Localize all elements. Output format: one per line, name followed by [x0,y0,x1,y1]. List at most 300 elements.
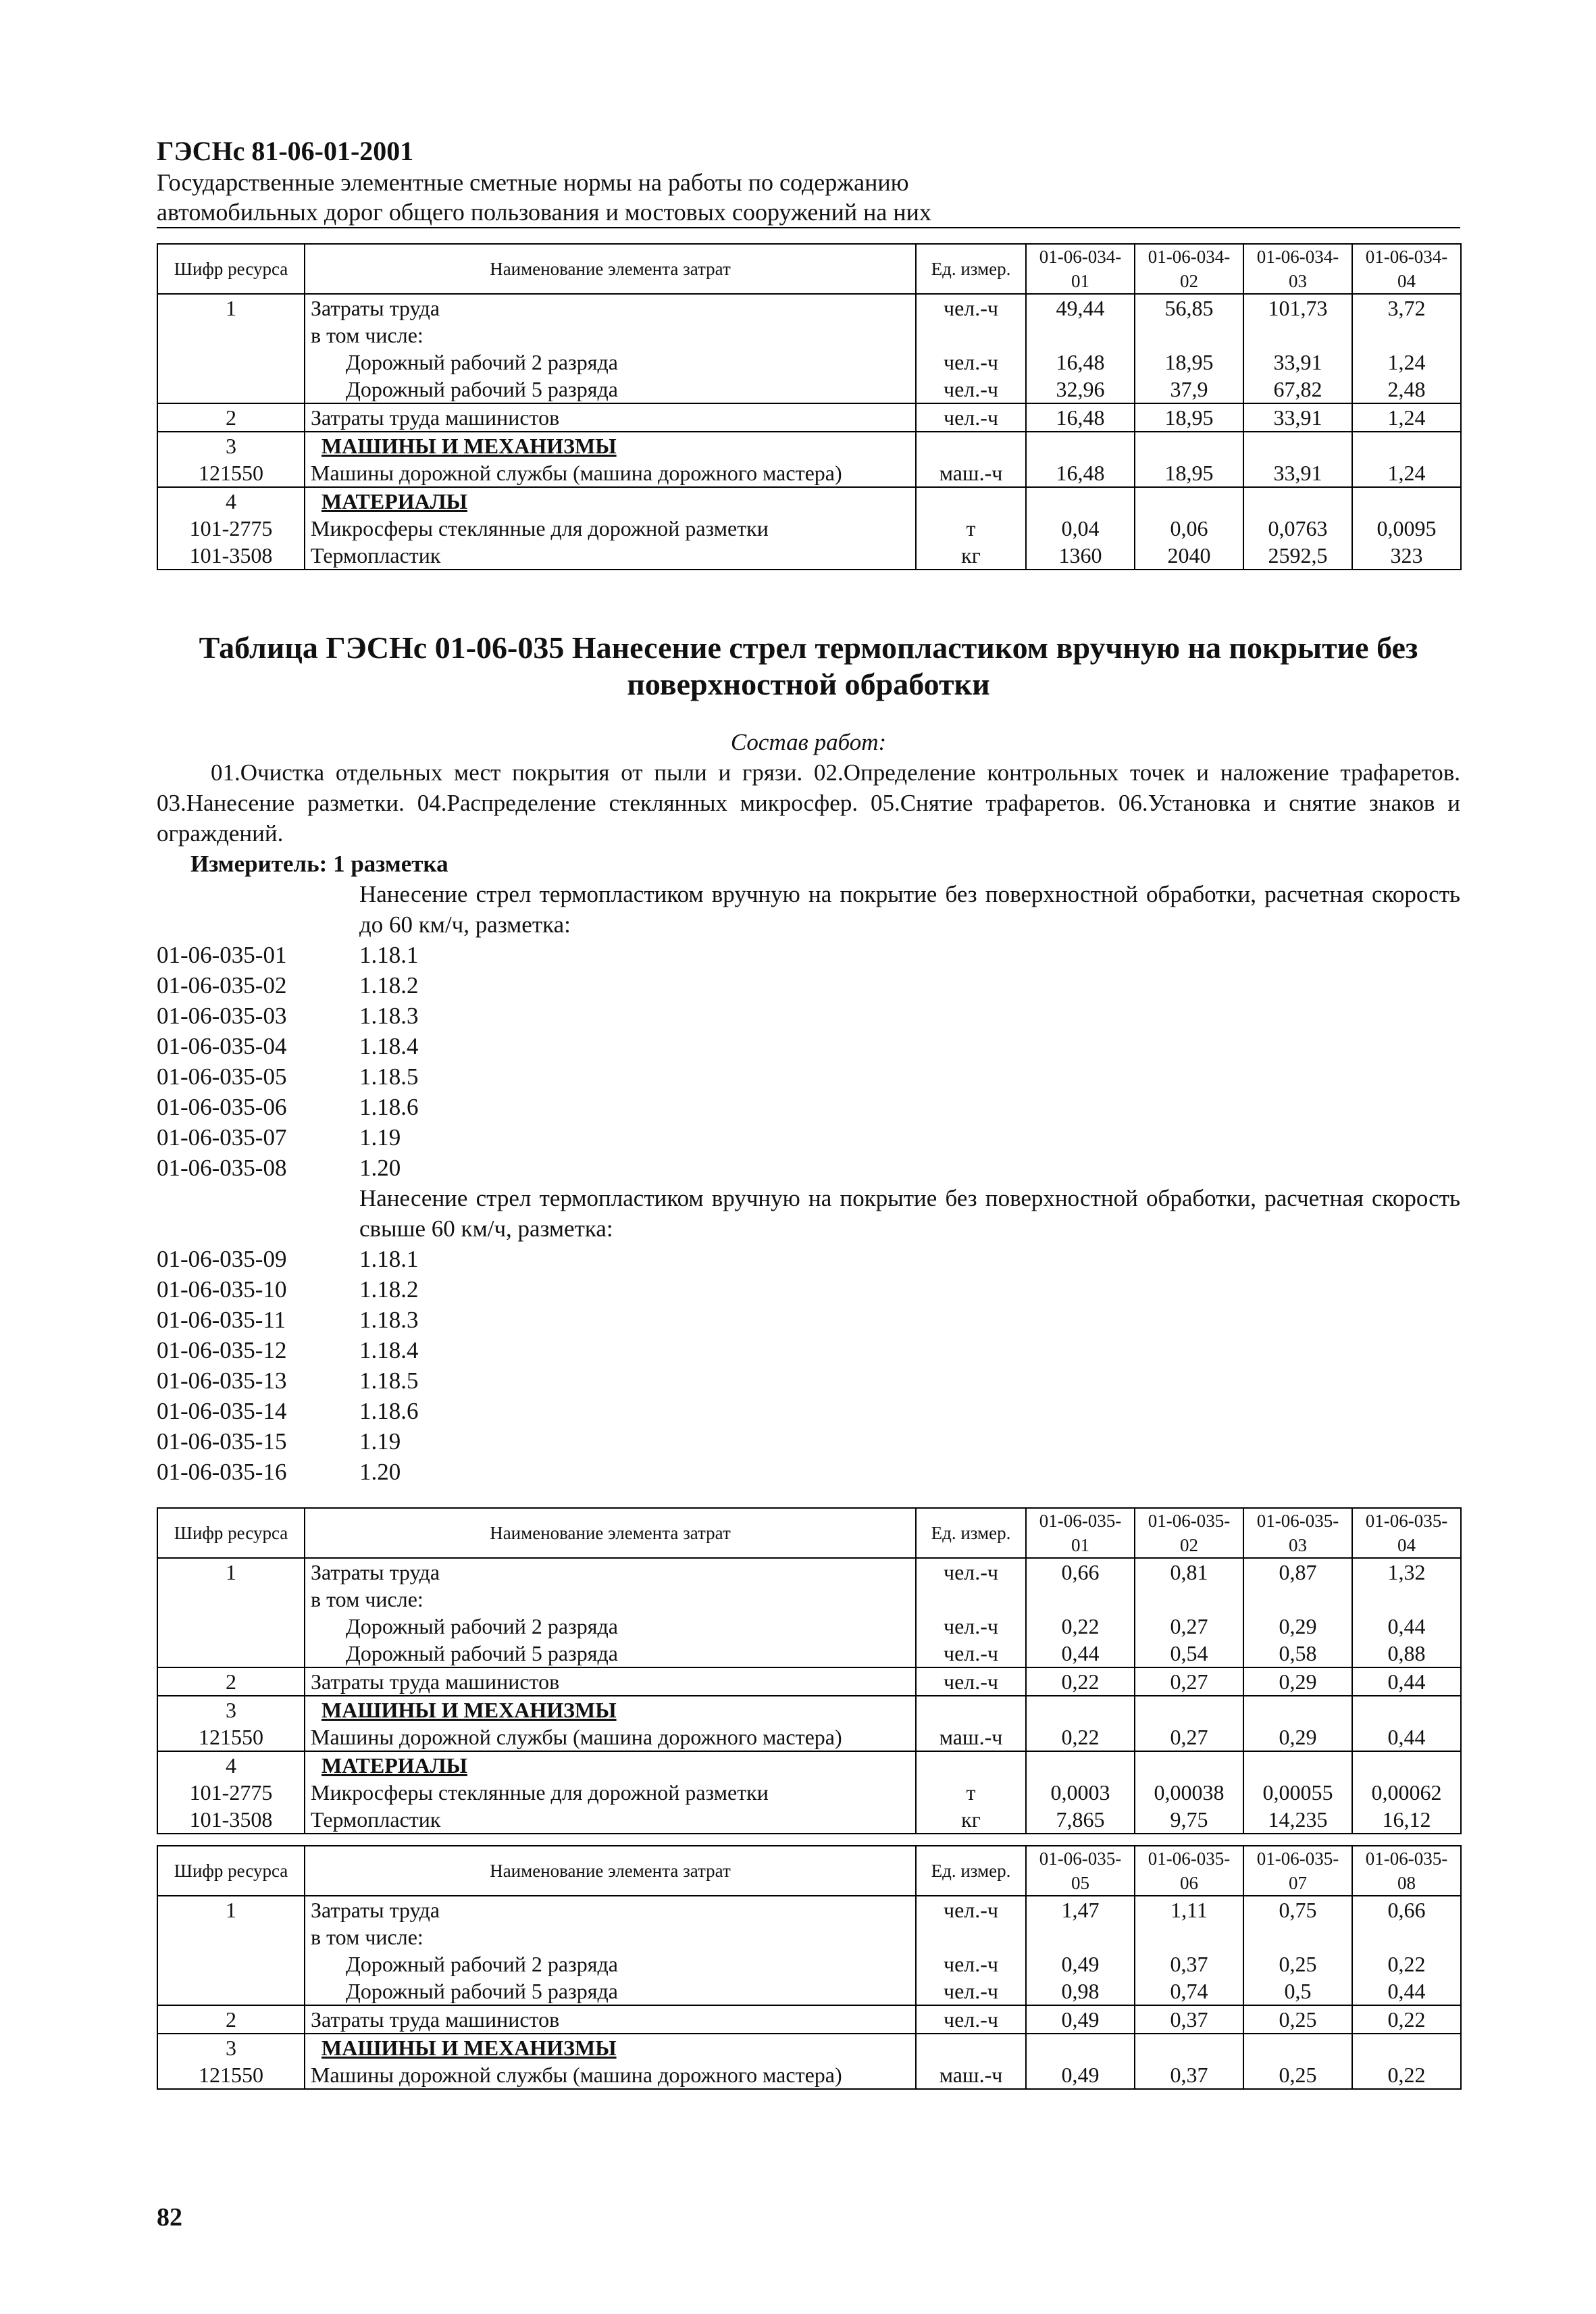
header-norm-code: 01-06-035-04 [1352,1508,1461,1558]
marking-number: 1.18.4 [359,1033,419,1059]
work-composition-text: 01.Очистка отдельных мест покрытия от пыли и грязи. 02.Определение контрольных точек и наложение трафаретов. 03.Нанесение разметки. 04.Распределение стеклянных микросфер. 05.Снятие трафаретов. 06.Установка и снятие знаков и ограждений. [157,759,1460,847]
cell-code: 101-2775 [157,515,305,542]
cell-value [1026,1586,1135,1613]
cell-value: 67,82 [1243,376,1352,403]
header-unit: Ед. измер. [916,1846,1026,1896]
cell-unit: кг [916,1806,1026,1834]
cell-code: 2 [157,403,305,432]
table-header-row [157,1508,1461,1558]
cell-name: в том числе: [305,1586,916,1613]
cell-value [1243,487,1352,515]
cell-value [1352,1696,1461,1724]
cell-value [1243,1586,1352,1613]
work-composition-title: Состав работ: [730,729,887,755]
header-norm-code: 01-06-035-05 [1026,1846,1135,1896]
table-row [157,376,1461,403]
table-row [157,1751,1461,1779]
header-norm-code: 01-06-035-06 [1135,1846,1243,1896]
cell-name: Термопластик [305,542,916,570]
header-cipher: Шифр ресурса [157,1846,305,1896]
cell-value: 101,73 [1243,294,1352,322]
cell-value [1135,2034,1243,2061]
cell-unit: чел.-ч [916,349,1026,376]
cell-name: Микросферы стеклянные для дорожной разметки [305,515,916,542]
cell-value [1026,322,1135,349]
marking-number: 1.18.1 [359,942,419,968]
cell-unit: маш.-ч [916,1724,1026,1751]
table-row [157,1978,1461,2005]
table-row [157,1806,1461,1834]
cell-value: 2592,5 [1243,542,1352,570]
table-row [157,322,1461,349]
cell-name: Затраты труда машинистов [305,403,916,432]
cell-unit: чел.-ч [916,1978,1026,2005]
cell-value: 0,66 [1352,1896,1461,1923]
cell-value: 0,04 [1026,515,1135,542]
cell-code: 121550 [157,1724,305,1751]
cell-name: Машины дорожной службы (машина дорожного мастера) [305,459,916,487]
code-list-item [157,1274,1460,1305]
cell-value: 33,91 [1243,459,1352,487]
header-cipher: Шифр ресурса [157,244,305,294]
cell-value: 0,37 [1135,2061,1243,2089]
code-list-item [157,970,1460,1001]
cell-value: 16,48 [1026,349,1135,376]
table-header-row [157,1846,1461,1896]
document-page [157,135,1460,2090]
cell-value: 2040 [1135,542,1243,570]
header-norm-code: 01-06-035-02 [1135,1508,1243,1558]
marking-number: 1.19 [359,1124,401,1151]
cell-value: 0,44 [1352,1978,1461,2005]
cell-value: 1,47 [1026,1896,1135,1923]
cell-value [1352,432,1461,459]
code-list-item [157,1122,1460,1153]
cell-value: 0,44 [1352,1613,1461,1640]
cell-name: Дорожный рабочий 2 разряда [305,1613,916,1640]
cell-value: 0,49 [1026,2005,1135,2034]
marking-number: 1.18.3 [359,1003,419,1029]
cell-name: Затраты труда [305,1896,916,1923]
group1-code-list [157,940,1460,1183]
table-row [157,1613,1461,1640]
cell-unit: чел.-ч [916,403,1026,432]
norm-code: 01-06-035-15 [157,1428,287,1455]
cell-value: 0,37 [1135,2005,1243,2034]
cell-name: Дорожный рабочий 5 разряда [305,1978,916,2005]
cell-value [1026,1751,1135,1779]
cell-value [1352,1923,1461,1951]
header-norm-code: 01-06-035-03 [1243,1508,1352,1558]
cell-value: 0,22 [1026,1724,1135,1751]
cell-name: МАТЕРИАЛЫ [305,487,916,515]
cell-code: 121550 [157,459,305,487]
code-list-item [157,1365,1460,1396]
header-norm-code: 01-06-034-04 [1352,244,1461,294]
norm-code: 01-06-035-08 [157,1155,287,1181]
measure-value: 1 разметка [333,851,448,877]
cell-name: Дорожный рабочий 2 разряда [305,1951,916,1978]
cell-value [1026,487,1135,515]
code-list-item [157,1305,1460,1335]
header-norm-code: 01-06-035-01 [1026,1508,1135,1558]
cell-code [157,1923,305,1951]
cell-value: 1,24 [1352,403,1461,432]
cell-unit: т [916,515,1026,542]
cell-code: 1 [157,294,305,322]
cell-code: 101-3508 [157,1806,305,1834]
table-row [157,1896,1461,1923]
cell-value: 16,12 [1352,1806,1461,1834]
cell-name: Микросферы стеклянные для дорожной разметки [305,1779,916,1806]
table-row [157,2034,1461,2061]
table-row [157,2005,1461,2034]
document-code: ГЭСНс 81-06-01-2001 [157,136,414,166]
marking-number: 1.18.2 [359,972,419,999]
cell-value: 0,00038 [1135,1779,1243,1806]
norm-code: 01-06-035-10 [157,1276,287,1303]
table-row [157,1724,1461,1751]
cell-unit [916,1923,1026,1951]
cell-value: 0,81 [1135,1558,1243,1586]
cell-value: 0,29 [1243,1724,1352,1751]
cell-code: 2 [157,2005,305,2034]
cell-value: 0,27 [1135,1667,1243,1696]
cell-unit: чел.-ч [916,1667,1026,1696]
cell-unit: чел.-ч [916,1558,1026,1586]
cell-unit [916,2034,1026,2061]
cell-value: 18,95 [1135,459,1243,487]
header-unit: Ед. измер. [916,244,1026,294]
cell-value [1135,487,1243,515]
cell-value: 0,22 [1026,1613,1135,1640]
cell-unit: чел.-ч [916,1896,1026,1923]
table-row [157,2061,1461,2089]
cell-code: 3 [157,2034,305,2061]
cell-value: 56,85 [1135,294,1243,322]
header-name: Наименование элемента затрат [305,1846,916,1896]
cell-name: Дорожный рабочий 2 разряда [305,349,916,376]
header-norm-code: 01-06-034-02 [1135,244,1243,294]
cell-name: в том числе: [305,322,916,349]
cell-value: 33,91 [1243,403,1352,432]
code-list-item [157,1061,1460,1092]
cell-value [1352,1586,1461,1613]
cell-value [1135,1586,1243,1613]
cell-name: Затраты труда [305,1558,916,1586]
code-list-item [157,1001,1460,1031]
cell-value [1243,1696,1352,1724]
table-row [157,1558,1461,1586]
cell-value [1243,322,1352,349]
code-list-item [157,940,1460,970]
norm-code: 01-06-035-01 [157,942,287,968]
cell-value [1135,432,1243,459]
cell-value: 0,54 [1135,1640,1243,1667]
cell-code [157,349,305,376]
cell-value [1243,2034,1352,2061]
cell-unit [916,432,1026,459]
cell-value: 1,32 [1352,1558,1461,1586]
marking-number: 1.20 [359,1155,401,1181]
marking-number: 1.20 [359,1459,401,1485]
cell-value: 0,88 [1352,1640,1461,1667]
resource-table-035-a [157,1507,1462,1834]
table-row [157,1779,1461,1806]
cell-name: Затраты труда машинистов [305,1667,916,1696]
cell-name: Термопластик [305,1806,916,1834]
document-subtitle-line2: автомобильных дорог общего пользования и мостовых сооружений на них [157,197,1460,228]
code-list-item [157,1396,1460,1426]
cell-value: 0,49 [1026,2061,1135,2089]
marking-number: 1.19 [359,1428,401,1455]
norm-code: 01-06-035-14 [157,1398,287,1424]
cell-value: 0,22 [1352,2005,1461,2034]
norm-code: 01-06-035-07 [157,1124,287,1151]
cell-code: 1 [157,1896,305,1923]
cell-value: 0,29 [1243,1667,1352,1696]
cell-value: 1,24 [1352,459,1461,487]
table-row [157,294,1461,322]
cell-value: 0,87 [1243,1558,1352,1586]
cell-code: 1 [157,1558,305,1586]
table-row [157,403,1461,432]
table-row [157,542,1461,570]
cell-value [1243,432,1352,459]
code-list-item [157,1031,1460,1061]
cell-unit [916,322,1026,349]
cell-name: Затраты труда [305,294,916,322]
cell-value: 37,9 [1135,376,1243,403]
cell-value: 49,44 [1026,294,1135,322]
norm-code: 01-06-035-16 [157,1459,287,1485]
cell-value [1135,1923,1243,1951]
cell-value: 0,00062 [1352,1779,1461,1806]
cell-name: МАТЕРИАЛЫ [305,1751,916,1779]
norm-code: 01-06-035-13 [157,1367,287,1394]
group1-description: Нанесение стрел термопластиком вручную на покрытие без поверхностной обработки, расчетная скорость до 60 км/ч, разметка: [359,881,1460,938]
cell-unit: маш.-ч [916,459,1026,487]
cell-code [157,1586,305,1613]
cell-value: 0,66 [1026,1558,1135,1586]
cell-value: 1360 [1026,542,1135,570]
cell-value: 1,11 [1135,1896,1243,1923]
cell-value: 0,22 [1352,1951,1461,1978]
cell-value [1243,1923,1352,1951]
cell-value: 0,25 [1243,2061,1352,2089]
table-row [157,1951,1461,1978]
cell-value: 9,75 [1135,1806,1243,1834]
norm-code: 01-06-035-04 [157,1033,287,1059]
marking-number: 1.18.5 [359,1063,419,1090]
table-header-row [157,244,1461,294]
header-name: Наименование элемента затрат [305,244,916,294]
cell-value [1243,1751,1352,1779]
cell-value: 0,22 [1352,2061,1461,2089]
cell-value: 0,37 [1135,1951,1243,1978]
cell-value: 2,48 [1352,376,1461,403]
header-unit: Ед. измер. [916,1508,1026,1558]
cell-unit: чел.-ч [916,1951,1026,1978]
cell-unit [916,1586,1026,1613]
cell-code [157,1978,305,2005]
cell-code [157,376,305,403]
cell-value: 0,25 [1243,2005,1352,2034]
measure-line [157,849,1460,879]
norm-code: 01-06-035-03 [157,1003,287,1029]
cell-unit: чел.-ч [916,2005,1026,2034]
cell-value: 32,96 [1026,376,1135,403]
cell-value [1135,1696,1243,1724]
cell-name: Дорожный рабочий 5 разряда [305,1640,916,1667]
cell-value: 18,95 [1135,349,1243,376]
cell-code: 3 [157,432,305,459]
table-row [157,515,1461,542]
cell-value [1135,1751,1243,1779]
cell-value: 0,44 [1352,1724,1461,1751]
group2-description: Нанесение стрел термопластиком вручную на покрытие без поверхностной обработки, расчетная скорость свыше 60 км/ч, разметка: [359,1185,1460,1242]
group2-code-list [157,1244,1460,1487]
cell-unit: чел.-ч [916,376,1026,403]
cell-code [157,1640,305,1667]
cell-value: 0,44 [1026,1640,1135,1667]
cell-name: МАШИНЫ И МЕХАНИЗМЫ [305,1696,916,1724]
marking-number: 1.18.6 [359,1094,419,1120]
cell-value: 0,27 [1135,1613,1243,1640]
table-row [157,1696,1461,1724]
cell-value [1352,487,1461,515]
table-row [157,1923,1461,1951]
cell-value: 33,91 [1243,349,1352,376]
cell-name: Машины дорожной службы (машина дорожного мастера) [305,1724,916,1751]
cell-code: 3 [157,1696,305,1724]
cell-value: 0,75 [1243,1896,1352,1923]
cell-name: Машины дорожной службы (машина дорожного мастера) [305,2061,916,2089]
marking-number: 1.18.5 [359,1367,419,1394]
table-row [157,1640,1461,1667]
cell-value: 0,0003 [1026,1779,1135,1806]
cell-code: 4 [157,1751,305,1779]
cell-value: 16,48 [1026,459,1135,487]
cell-value [1352,2034,1461,2061]
cell-value: 0,0095 [1352,515,1461,542]
cell-name: в том числе: [305,1923,916,1951]
norm-code: 01-06-035-05 [157,1063,287,1090]
cell-code [157,1951,305,1978]
table-row [157,349,1461,376]
marking-number: 1.18.3 [359,1307,419,1333]
code-list-item [157,1244,1460,1274]
norm-code: 01-06-035-02 [157,972,287,999]
cell-unit [916,1696,1026,1724]
cell-name: МАШИНЫ И МЕХАНИЗМЫ [305,432,916,459]
cell-code [157,322,305,349]
resource-table-034 [157,243,1462,570]
header-norm-code: 01-06-035-07 [1243,1846,1352,1896]
code-list-item [157,1426,1460,1457]
cell-code: 4 [157,487,305,515]
cell-value: 18,95 [1135,403,1243,432]
table-row [157,1667,1461,1696]
marking-number: 1.18.6 [359,1398,419,1424]
header-norm-code: 01-06-034-01 [1026,244,1135,294]
cell-code: 2 [157,1667,305,1696]
cell-code: 121550 [157,2061,305,2089]
marking-number: 1.18.1 [359,1246,419,1272]
table-row [157,459,1461,487]
cell-unit: чел.-ч [916,1640,1026,1667]
cell-code: 101-3508 [157,542,305,570]
section-title-line2: поверхностной обработки [627,667,990,701]
cell-code: 101-2775 [157,1779,305,1806]
code-list-item [157,1092,1460,1122]
document-subtitle-line1: Государственные элементные сметные нормы на работы по содержанию [157,169,909,196]
header-norm-code: 01-06-035-08 [1352,1846,1461,1896]
cell-unit: кг [916,542,1026,570]
cell-value: 1,24 [1352,349,1461,376]
cell-value [1026,432,1135,459]
page-number: 82 [157,2203,182,2232]
cell-name: Затраты труда машинистов [305,2005,916,2034]
cell-value: 0,49 [1026,1951,1135,1978]
cell-unit: т [916,1779,1026,1806]
section-title-line1: Таблица ГЭСНс 01-06-035 Нанесение стрел термопластиком вручную на покрытие без [199,630,1418,665]
norm-code: 01-06-035-06 [157,1094,287,1120]
cell-value [1026,1696,1135,1724]
norm-code: 01-06-035-11 [157,1307,286,1333]
cell-value: 14,235 [1243,1806,1352,1834]
cell-value: 0,0763 [1243,515,1352,542]
cell-value [1026,2034,1135,2061]
cell-value [1352,1751,1461,1779]
cell-value: 0,58 [1243,1640,1352,1667]
cell-code [157,1613,305,1640]
cell-unit [916,487,1026,515]
cell-unit: чел.-ч [916,294,1026,322]
cell-value: 0,27 [1135,1724,1243,1751]
cell-unit: маш.-ч [916,2061,1026,2089]
cell-value: 3,72 [1352,294,1461,322]
header-norm-code: 01-06-034-03 [1243,244,1352,294]
cell-value: 323 [1352,542,1461,570]
cell-value: 0,5 [1243,1978,1352,2005]
cell-unit: чел.-ч [916,1613,1026,1640]
marking-number: 1.18.4 [359,1337,419,1363]
header-name: Наименование элемента затрат [305,1508,916,1558]
cell-value: 7,865 [1026,1806,1135,1834]
cell-value: 0,74 [1135,1978,1243,2005]
norm-code: 01-06-035-12 [157,1337,287,1363]
marking-number: 1.18.2 [359,1276,419,1303]
cell-value: 0,06 [1135,515,1243,542]
cell-value [1026,1923,1135,1951]
cell-value: 0,25 [1243,1951,1352,1978]
table-row [157,1586,1461,1613]
cell-value [1135,322,1243,349]
norm-code: 01-06-035-09 [157,1246,287,1272]
cell-name: МАШИНЫ И МЕХАНИЗМЫ [305,2034,916,2061]
resource-table-035-b [157,1845,1462,2090]
table-row [157,487,1461,515]
code-list-item [157,1153,1460,1183]
header-cipher: Шифр ресурса [157,1508,305,1558]
cell-value: 0,29 [1243,1613,1352,1640]
code-list-item [157,1457,1460,1487]
cell-value: 16,48 [1026,403,1135,432]
cell-value: 0,44 [1352,1667,1461,1696]
table-row [157,432,1461,459]
cell-name: Дорожный рабочий 5 разряда [305,376,916,403]
